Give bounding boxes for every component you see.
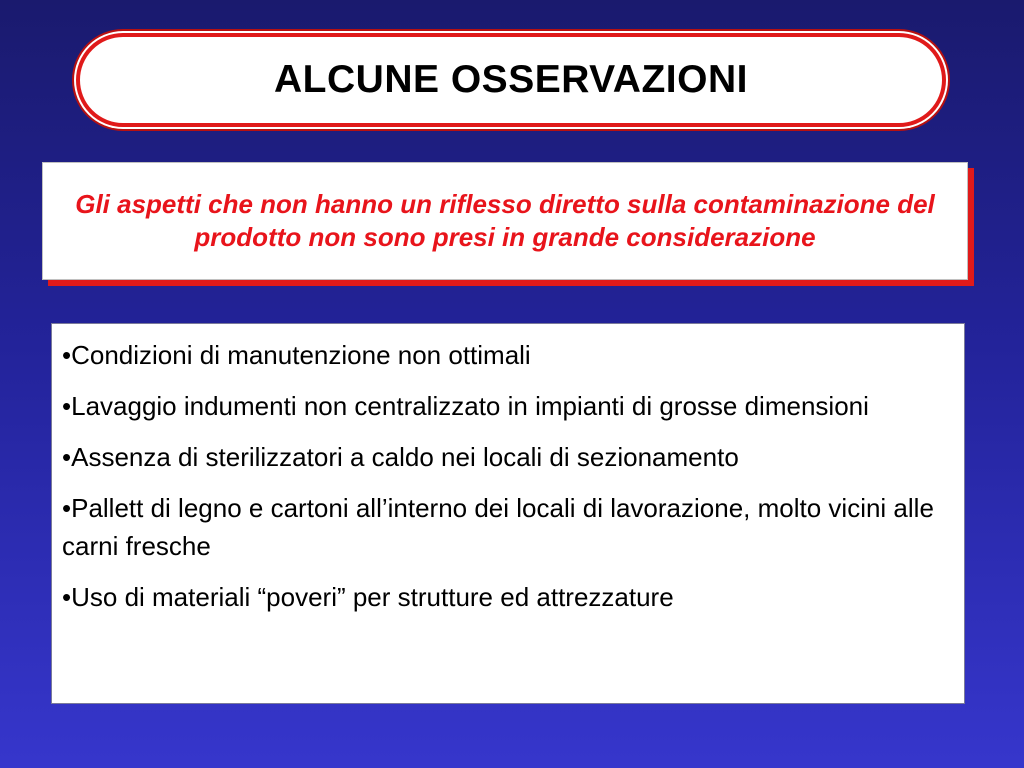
bullet-list — [51, 323, 965, 704]
list-item: •Condizioni di manutenzione non ottimali — [62, 340, 531, 370]
title-box — [76, 33, 946, 127]
list-item: •Uso di materiali “poveri” per strutture ed attrezzature — [62, 582, 674, 612]
slide-title: ALCUNE OSSERVAZIONI — [274, 58, 748, 101]
list-item: •Assenza di sterilizzatori a caldo nei locali di sezionamento — [62, 442, 739, 472]
list-item: •Lavaggio indumenti non centralizzato in impianti di grosse dimensioni — [62, 391, 869, 421]
list-item: •Pallett di legno e cartoni all’interno dei locali di lavorazione, molto vicini alle carni fresche — [62, 493, 934, 561]
slide-subtitle: Gli aspetti che non hanno un riflesso diretto sulla contaminazione del prodotto non sono presi in grande considerazione — [75, 189, 935, 252]
subtitle-box — [42, 162, 968, 280]
